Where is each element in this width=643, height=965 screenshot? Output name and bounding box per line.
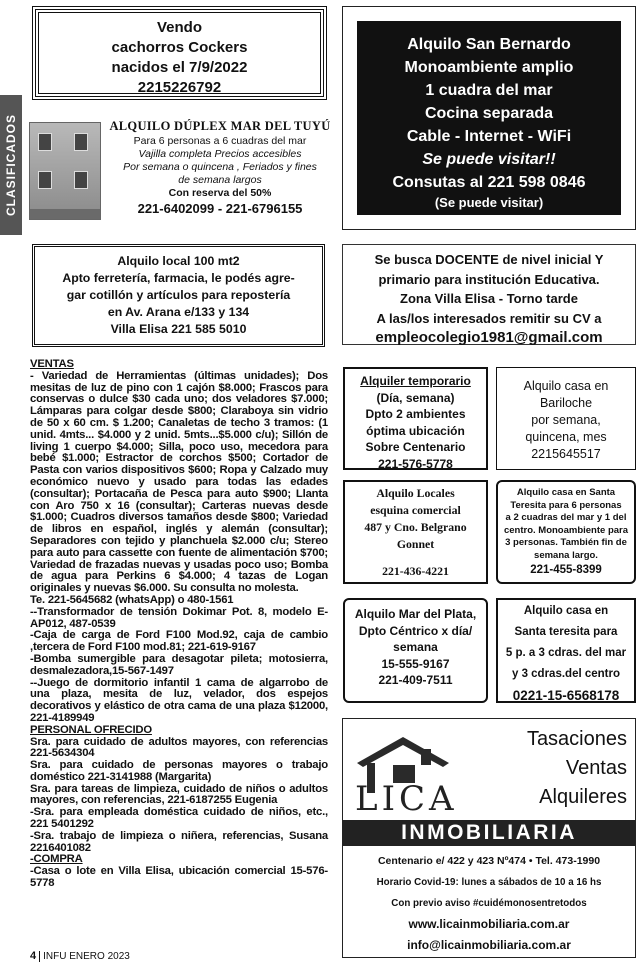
ad-line: Cocina separada bbox=[424, 105, 554, 122]
classified-entry: -Caja de carga de Ford F100 Mod.92, caja de cambio ,tercera de Ford F100 mod.81; 221-619-9167 bbox=[30, 629, 328, 654]
ad-line: semana bbox=[393, 640, 438, 654]
ad-line: Apto ferretería, farmacia, le podés agre- bbox=[62, 271, 295, 285]
ad-line: centro. Monoambiente para bbox=[503, 524, 629, 536]
ad-line: de semana largos bbox=[178, 174, 262, 186]
classified-entry: -Bomba sumergible para desagotar pileta; motosierra, desmalezadora,15-567-1497 bbox=[30, 652, 328, 677]
classified-entry: -Sra. trabajo de limpieza o niñera, referencias, Susana 2216401082 bbox=[30, 829, 328, 854]
ad-phone: 2215226792 bbox=[137, 79, 222, 96]
ad-line: Teresita para 6 personas bbox=[510, 499, 622, 511]
ad-san-bernardo-panel bbox=[357, 21, 621, 215]
classified-entry: --Juego de dormitorio infantil 1 cama de algarrobo de una plaza, mesita de luz, velador, dos espejos decorativos y elástico de otra cama de una plaza $12000, 221-4189949 bbox=[30, 676, 328, 724]
ad-line: y 3 cdras.del centro bbox=[511, 668, 621, 680]
ad-line: Monoambiente amplio bbox=[404, 59, 574, 76]
ad-line: Vendo bbox=[156, 19, 202, 36]
ad-title: ALQUILO DÚPLEX MAR DEL TUYÚ bbox=[109, 119, 331, 133]
ad-duplex bbox=[25, 118, 335, 230]
ad-phone: 221-436-4221 bbox=[382, 564, 449, 578]
ad-phone: 2215645517 bbox=[531, 447, 601, 461]
ad-phone: Villa Elisa 221 585 5010 bbox=[110, 322, 247, 336]
service-item: Ventas bbox=[565, 757, 627, 779]
lica-email: info@licainmobiliaria.com.ar bbox=[407, 938, 571, 952]
ad-line: Dpto Céntrico x día/ bbox=[358, 623, 473, 638]
ad-santa-teresita-b bbox=[496, 598, 636, 703]
ad-line: quincena, mes bbox=[525, 430, 607, 444]
ad-line: Alquilo casa en bbox=[523, 379, 609, 393]
ad-line: Cable - Internet - WiFi bbox=[406, 128, 572, 145]
classified-entry: --Transformador de tensión Dokimar Pot. 8, modelo E-AP012, 487-0539 bbox=[30, 605, 328, 630]
ad-line: Alquilo casa en Santa bbox=[516, 487, 616, 498]
ad-line: Alquilo casa en bbox=[523, 605, 609, 617]
ad-line: Alquilo Locales bbox=[376, 486, 455, 500]
house-photo bbox=[29, 122, 101, 220]
ad-line: por semana, bbox=[531, 413, 601, 427]
section-tab: CLASIFICADOS bbox=[0, 95, 22, 235]
classified-section-header: -COMPRA bbox=[30, 853, 83, 866]
ad-line: en Av. Arana e/133 y 134 bbox=[107, 305, 250, 319]
ad-cockers bbox=[32, 6, 327, 100]
ad-line: Alquiler temporario bbox=[360, 374, 471, 388]
classified-entry: Sra. para cuidado de adultos mayores, con referencias 221-5634304 bbox=[30, 735, 328, 760]
ad-phone: 221-6402099 - 221-6796155 bbox=[137, 201, 303, 216]
page-footer bbox=[30, 950, 130, 962]
ad-line: Alquilo San Bernardo bbox=[407, 36, 571, 53]
ad-line: Dpto 2 ambientes bbox=[365, 407, 466, 421]
classified-entry: -Sra. para empleada doméstica cuidado de niños, etc., 221 5401292 bbox=[30, 806, 328, 831]
ad-line: Alquilo Mar del Plata, bbox=[354, 607, 477, 621]
ad-line: 3 personas. También fin de bbox=[505, 537, 627, 548]
service-item: Tasaciones bbox=[526, 728, 627, 750]
classified-entry: Sra. para cuidado de personas mayores o trabajo doméstico 221-3141988 (Margarita) bbox=[30, 759, 328, 783]
ad-local bbox=[32, 244, 325, 347]
classified-entry: Sra. para tareas de limpieza, cuidado de niños o adultos mayores, con referencias, 221-6187255 Eugenia bbox=[30, 782, 328, 807]
ad-phone: 221-455-8399 bbox=[530, 564, 602, 576]
duplex-text bbox=[107, 120, 333, 215]
ad-line: primario para institución Educativa. bbox=[378, 271, 600, 287]
ad-locales bbox=[343, 480, 488, 584]
lica-details bbox=[343, 851, 635, 956]
ad-spacer bbox=[345, 553, 486, 563]
ad-phone: 0221-15-6568178 bbox=[512, 688, 620, 703]
ad-santa-teresita-a bbox=[496, 480, 636, 584]
ad-docente bbox=[342, 244, 636, 345]
ad-line: A las/los interesados remitir su CV a bbox=[376, 310, 602, 326]
ad-line: Gonnet bbox=[396, 537, 435, 551]
lica-website: www.licainmobiliaria.com.ar bbox=[408, 917, 570, 931]
ad-phone: 221-576-5778 bbox=[378, 456, 453, 471]
ad-line: Santa teresita para bbox=[514, 626, 618, 638]
ad-email: empleocolegio1981@gmail.com bbox=[375, 329, 603, 346]
classified-section-header: PERSONAL OFRECIDO bbox=[30, 723, 152, 736]
ad-phone: Consutas al 221 598 0846 bbox=[392, 174, 586, 191]
ad-line: Alquilo local 100 mt2 bbox=[117, 254, 240, 268]
ad-line: Por semana o quincena , Feriados y fines bbox=[123, 161, 317, 173]
ad-line: Zona Villa Elisa - Torno tarde bbox=[400, 291, 578, 306]
lica-logo: LICA bbox=[355, 779, 458, 819]
lica-services bbox=[527, 725, 627, 812]
ad-alquiler-temporario bbox=[343, 367, 488, 470]
ad-line: Se busca DOCENTE de nivel inicial Y bbox=[374, 252, 604, 267]
service-item: Alquileres bbox=[539, 786, 627, 808]
ad-line: Vajilla completa Precios accesibles bbox=[138, 148, 302, 160]
classified-entry: -Casa o lote en Villa Elisa, ubicación comercial 15-576-5778 bbox=[30, 865, 328, 890]
ad-line: nacidos el 7/9/2022 bbox=[111, 59, 248, 76]
ad-line: (Se puede visitar) bbox=[434, 195, 544, 210]
ad-line: 1 cuadra del mar bbox=[425, 82, 553, 99]
classified-section-header: VENTAS bbox=[30, 358, 74, 370]
ad-line: Para 6 personas a 6 cuadras del mar bbox=[133, 135, 307, 147]
ad-bariloche bbox=[496, 367, 636, 470]
ad-line: Sobre Centenario bbox=[365, 440, 466, 454]
classifieds-column bbox=[30, 359, 328, 890]
ad-line: Con reserva del 50% bbox=[168, 187, 272, 199]
issue-label: INFU ENERO 2023 bbox=[39, 951, 130, 962]
ad-line: esquina comercial bbox=[370, 503, 461, 517]
page-number: 4 bbox=[30, 950, 37, 962]
ad-san-bernardo bbox=[342, 6, 636, 230]
classified-entry: Te. 221-5645682 (whatsApp) o 480-1561 bbox=[30, 593, 234, 606]
ad-line: gar cotillón y artículos para repostería bbox=[66, 288, 291, 302]
ad-line: cachorros Cockers bbox=[111, 39, 248, 56]
ad-line: a 2 cuadras del mar y 1 del bbox=[505, 512, 627, 523]
ad-lica-inmobiliaria bbox=[342, 718, 636, 958]
ad-line: 487 y Cno. Belgrano bbox=[364, 520, 467, 534]
lica-notice: Con previo aviso #cuidémonosentretodos bbox=[391, 898, 587, 909]
ad-line: semana largo. bbox=[534, 549, 598, 561]
classified-entry: - Variedad de Herramientas (últimas unidades); Dos mesitas de luz de pino con 1 cajón $8.000; Frascos para conservas o dulce $30 cada uno; dos veladores $7.000; Lámparas para colgar desde $800; Claraboya sin vidrio de 50 x 60 cm. $ 1.200; Canaletas de techo 3 tramos: (1 unid. 4mts... $4.000 y 2 unid. 5mts...$5.000 c/u); Sillón de living 1 cuerpo $4.000; Silla, poco uso, mecedora para bebé $1.000; Estractor de corchos $500; Cortador de Pasta con varios dispositivos $600; Ropa y Calzado muy económico nuevo y usado para todas las edades (consultar); Portacaña de Pesca para auto $900; Llanta con Aro 750 x 16 (consultar); Carteras nuevas desde $1.000; Cuadros diversos tamaños desde $800; Variedad de libros en español, inglés y alemán (consultar); Separadores con tejido y planchuela $2.000 c/u; Stereo para auto para cassette con fuente de alimentación $700; Variedad de frazadas nuevas y usadas poco uso; Bomba de agua para Perkins 6 $4.000; 4 tazas de Logan originales y nuevas $6.000. Su consulta no molesta. bbox=[30, 369, 328, 595]
ad-phone: 15-555-9167 bbox=[381, 656, 450, 671]
ad-mar-del-plata bbox=[343, 598, 488, 703]
lica-band: INMOBILIARIA bbox=[343, 820, 635, 846]
ad-line: 5 p. a 3 cdras. del mar bbox=[505, 647, 627, 659]
ad-line: Se puede visitar!! bbox=[422, 151, 556, 168]
ad-line: (Día, semana) bbox=[376, 390, 455, 405]
ad-line: Bariloche bbox=[539, 396, 593, 410]
ad-line: óptima ubicación bbox=[366, 423, 465, 438]
lica-address: Centenario e/ 422 y 423 Nº474 • Tel. 473-1990 bbox=[377, 855, 601, 867]
lica-hours: Horario Covid-19: lunes a sábados de 10 a 16 hs bbox=[376, 877, 602, 888]
ad-phone: 221-409-7511 bbox=[378, 673, 453, 687]
